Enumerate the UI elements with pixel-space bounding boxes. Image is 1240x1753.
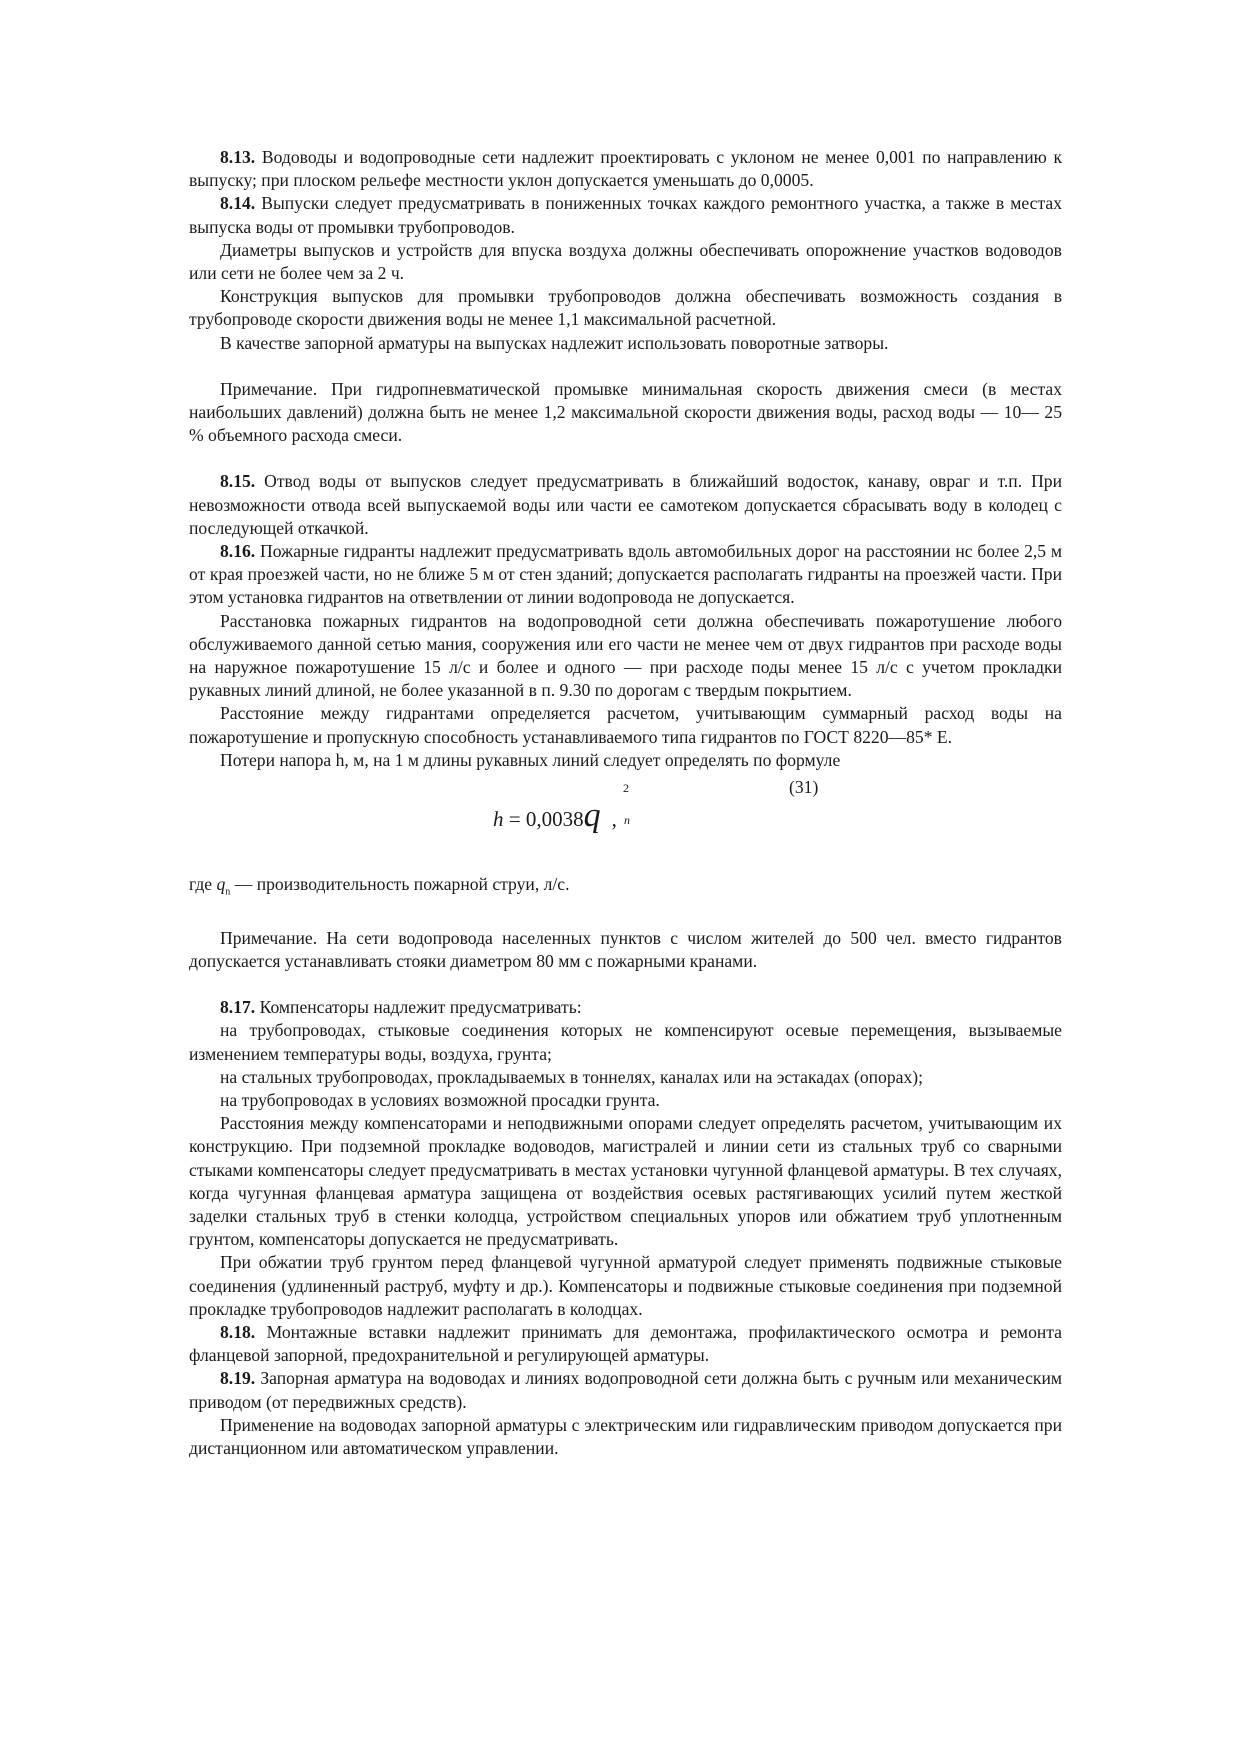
note-paragraph: Примечание. На сети водопровода населенных пунктов с числом жителей до 500 чел. вместо гидрантов допускается устанавливать стояки диаметром 80 мм с пожарными кранами. — [189, 927, 1062, 971]
where-prefix: где — [189, 874, 217, 895]
where-variable — [216, 874, 231, 898]
paragraph: Применение на водоводах запорной арматуры с электрическим или гидравлическим приводом допускается при дистанционном или автоматическом управлении. — [189, 1414, 1062, 1459]
formula-block — [189, 772, 1062, 873]
paragraph: Потери напора h, м, на 1 м длины рукавных линий следует определять по формуле — [220, 749, 841, 770]
formula-comma: , — [611, 807, 617, 832]
clause-number: 8.18. — [220, 1322, 256, 1343]
clause-text: Монтажные вставки надлежит принимать для демонтажа, профилактического осмотра и ремонта фланцевой запорной, предохранительной и регулирующей арматуры. — [189, 1322, 1062, 1366]
paragraph: При обжатии труб грунтом перед фланцевой чугунной арматурой следует применять подвижные стыковые соединения (удлиненный раструб, муфту и др.). Компенсаторы и подвижные стыковые соединения при подземной прокладке трубопроводов надлежит располагать в колодцах. — [189, 1252, 1062, 1319]
formula-coefficient: = 0,0038 — [503, 807, 584, 832]
paragraph: В качестве запорной арматуры на выпусках надлежит использовать поворотные затворы. — [220, 332, 889, 353]
note-paragraph: Примечание. При гидропневматической промывке минимальная скорость движения смеси (в местах наибольших давлений) должна быть не менее 1,2 максимальной скорости движения воды, расход воды — 10— 25 % объемного расхода смеси. — [189, 378, 1062, 446]
formula-explanation — [189, 873, 1062, 904]
clause-number: 8.16. — [220, 541, 256, 562]
clause-8-19 — [189, 1367, 1062, 1413]
clause-text: Запорная арматура на водоводах и линиях водопроводной сети должна быть с ручным или механическим приводом (от передвижных средств). — [189, 1368, 1062, 1412]
list-item: на стальных трубопроводах, прокладываемых в тоннелях, каналах или на эстакадах (опорах); — [220, 1066, 924, 1087]
clause-text: Отвод воды от выпусков следует предусматривать в ближайший водосток, канаву, овраг и т.п. При невозможности отвода всей выпускаемой воды или части ее самотеком допускается сбрасывать воду в колодец с последующей откачкой. — [189, 471, 1062, 538]
formula — [493, 781, 630, 839]
clause-text: Компенсаторы надлежит предусматривать: — [255, 997, 582, 1018]
clause-number: 8.13. — [220, 147, 256, 167]
clause-8-17 — [189, 996, 1062, 1019]
clause-number: 8.14. — [220, 193, 256, 214]
clause-8-14 — [189, 192, 1062, 238]
document-page — [189, 146, 1062, 1460]
clause-text: Водоводы и водопроводные сети надлежит проектировать с уклоном не менее 0,001 по направлению к выпуску; при плоском рельефе местности уклон допускается уменьшать до 0,0005. — [189, 147, 1062, 191]
clause-text: Выпуски следует предусматривать в пониженных точках каждого ремонтного участка, а также в местах выпуска воды от промывки трубопроводов. — [189, 193, 1062, 237]
paragraph: Диаметры выпусков и устройств для впуска воздуха должны обеспечивать опорожнение участков водоводов или сети не более чем за 2 ч. — [189, 239, 1062, 284]
where-sub: n — [225, 886, 231, 898]
spacer — [189, 973, 1062, 996]
clause-8-18 — [189, 1321, 1062, 1367]
spacer — [189, 904, 1062, 927]
formula-number: (31) — [789, 777, 819, 798]
paragraph: Конструкция выпусков для промывки трубопроводов должна обеспечивать возможность создания в трубопроводе скорости движения воды не менее 1,1 максимальной расчетной. — [189, 286, 1062, 330]
spacer — [189, 447, 1062, 470]
clause-number: 8.17. — [220, 997, 256, 1018]
paragraph: Расстановка пожарных гидрантов на водопроводной сети должна обеспечивать пожаротушение любого обслуживаемого данной сетью мания, сооружения или его части не менее чем от двух гидрантов при расходе воды на наружное пожаротушение 15 л/с и более и одного — при расходе поды менее 15 л/с с учетом прокладки рукавных линий длиной, не более указанной в п. 9.30 по дорогам с твердым покрытием. — [189, 610, 1062, 701]
list-item: на трубопроводах в условиях возможной просадки грунта. — [220, 1090, 660, 1111]
clause-number: 8.15. — [220, 471, 256, 492]
formula-subscript: n — [624, 813, 630, 828]
clause-8-13 — [189, 146, 1062, 192]
clause-number: 8.19. — [220, 1368, 256, 1389]
formula-variable-h: h — [493, 807, 504, 832]
formula-exponent: 2 — [623, 781, 629, 796]
formula-variable-q: q — [583, 797, 601, 835]
clause-text: Пожарные гидранты надлежит предусматривать вдоль автомобильных дорог на расстоянии нс более 2,5 м от края проезжей части, но не ближе 5 м от стен зданий; допускается располагать гидранты на проезжей части. При этом установка гидрантов на ответвлении от линии водопровода не допускается. — [189, 541, 1062, 608]
clause-8-16 — [189, 540, 1062, 610]
where-text: — производительность пожарной струи, л/с. — [230, 874, 570, 895]
spacer — [189, 355, 1062, 378]
list-item: на трубопроводах, стыковые соединения которых не компенсируют осевые перемещения, вызываемые изменением температуры воды, воздуха, грунта; — [189, 1020, 1062, 1064]
paragraph: Расстояния между компенсаторами и неподвижными опорами следует определять расчетом, учитывающим их конструкцию. При подземной прокладке водоводов, магистралей и линии сети из стальных труб со сварными стыками компенсаторы следует предусматривать в местах установки чугунной фланцевой арматуры. В тех случаях, когда чугунная фланцевая арматура защищена от воздействия осевых растягивающих усилий путем жесткой заделки стальных труб в стенки колодца, устройством специальных упоров или обжатием труб уплотненным грунтом, компенсаторы допускается не предусматривать. — [189, 1113, 1062, 1250]
where-q: q — [216, 874, 226, 895]
paragraph: Расстояние между гидрантами определяется расчетом, учитывающим суммарный расход воды на пожаротушение и пропускную способность устанавливаемого типа гидрантов по ГОСТ 8220—85* Е. — [189, 703, 1062, 747]
clause-8-15 — [189, 470, 1062, 540]
